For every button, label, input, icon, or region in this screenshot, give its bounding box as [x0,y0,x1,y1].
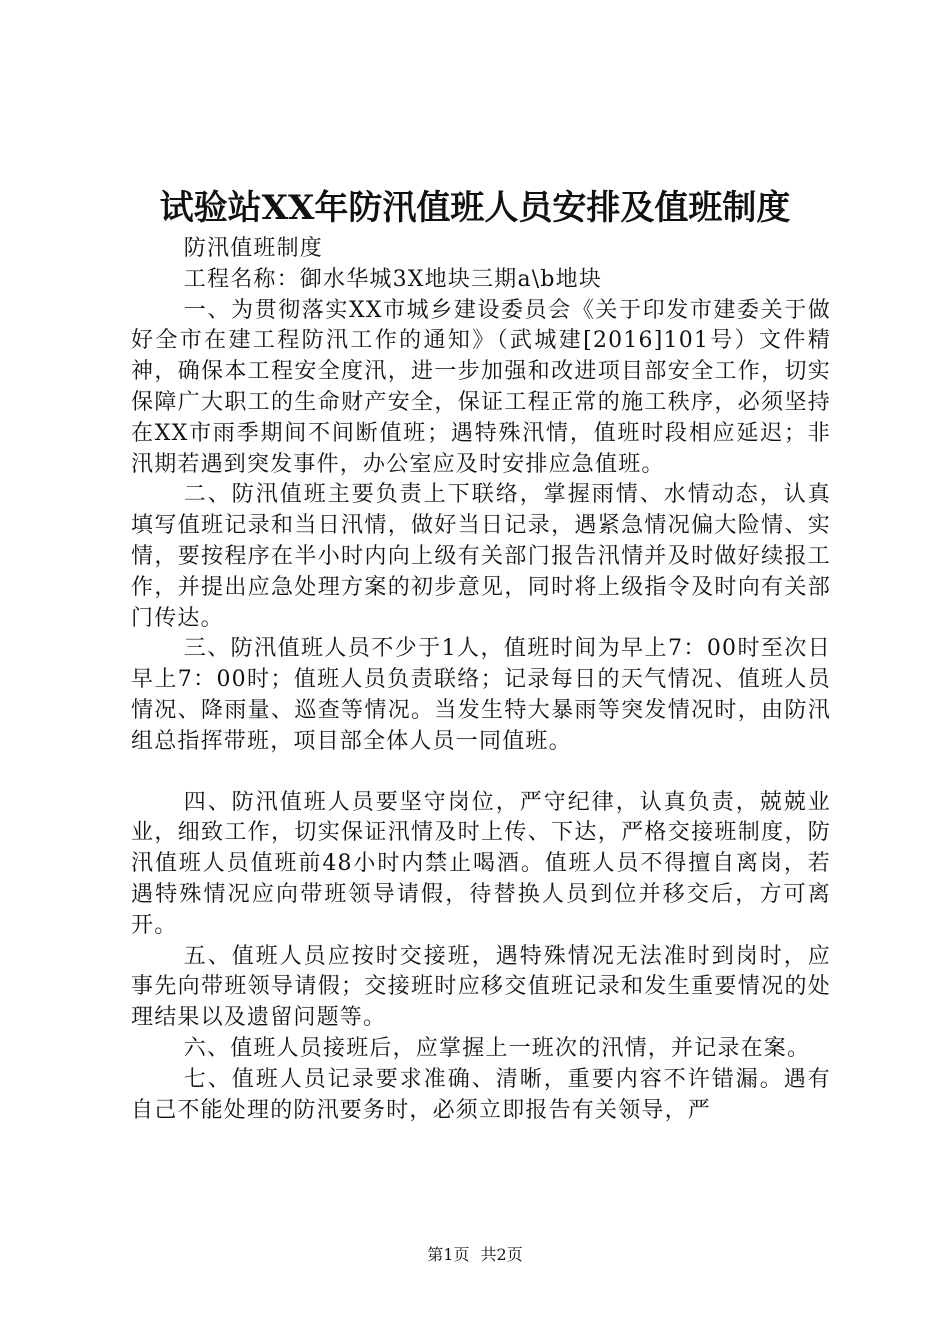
paragraph-spacer [131,758,831,788]
paragraph-1: 一、为贯彻落实XX市城乡建设委员会《关于印发市建委关于做好全市在建工程防汛工作的通知》（武城建[2016]101号）文件精神，确保本工程安全度汛，进一步加强和改进项目部安全工作，切实保障广大职工的生命财产安全，保证工程正常的施工秩序，必须坚持在XX市雨季期间不间断值班；遇特殊汛情，值班时段相应延迟；非汛期若遇到突发事件，办公室应及时安排应急值班。 [131,297,831,477]
paragraph-4: 四、防汛值班人员要坚守岗位，严守纪律，认真负责，兢兢业业，细致工作，切实保证汛情及时上传、下达，严格交接班制度，防汛值班人员值班前48小时内禁止喝酒。值班人员不得擅自离岗，若遇特殊情况应向带班领导请假，待替换人员到位并移交后，方可离开。 [131,789,831,938]
paragraph-3: 三、防汛值班人员不少于1人，值班时间为早上7：00时至次日早上7：00时；值班人员负责联络；记录每日的天气情况、值班人员情况、降雨量、巡查等情况。当发生特大暴雨等突发情况时，由防汛组总指挥带班，项目部全体人员一同值班。 [131,636,831,754]
project-name-line: 工程名称：御水华城3X地块三期a\b地块 [183,266,603,292]
paragraph-7: 七、值班人员记录要求准确、清晰，重要内容不许错漏。遇有自己不能处理的防汛要务时，必须立即报告有关领导，严 [131,1066,831,1123]
document-body [131,234,831,1126]
paragraph-5: 五、值班人员应按时交接班，遇特殊情况无法准时到岗时，应事先向带班领导请假；交接班时应移交值班记录和发生重要情况的处理结果以及遗留问题等。 [131,943,831,1031]
page-footer [0,1245,950,1265]
paragraph-6: 六、值班人员接班后，应掌握上一班次的汛情，并记录在案。 [183,1035,811,1061]
page-number-total: 共2页 [480,1245,523,1264]
document-title: 试验站XX年防汛值班人员安排及值班制度 [159,188,791,228]
section-heading: 防汛值班制度 [183,236,323,261]
page-number-current: 第1页 [427,1245,470,1264]
paragraph-2: 二、防汛值班主要负责上下联络，掌握雨情、水情动态，认真填写值班记录和当日汛情，做好当日记录，遇紧急情况偏大险情、实情，要按程序在半小时内向上级有关部门报告汛情并及时做好续报工作，并提出应急处理方案的初步意见，同时将上级指令及时向有关部门传达。 [131,482,831,631]
